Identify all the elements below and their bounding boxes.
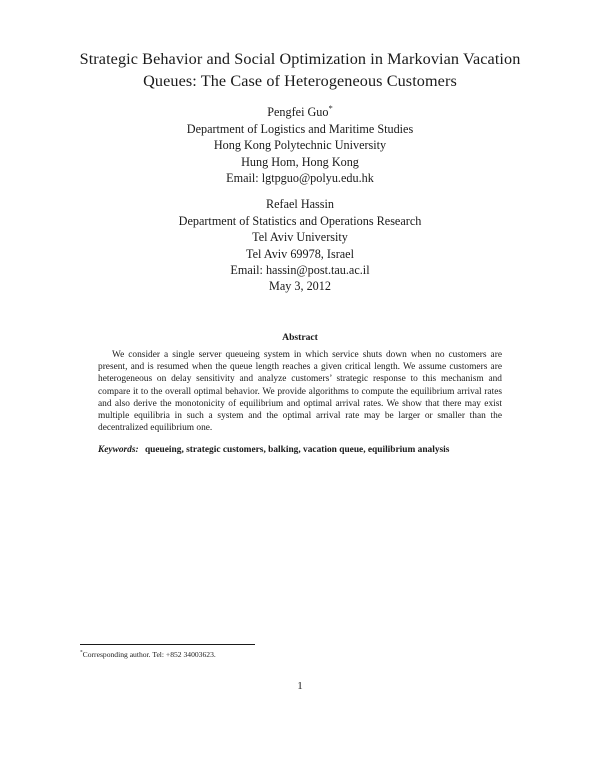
author-block-1 (100, 104, 500, 187)
footnote-marker: * (80, 649, 83, 656)
author-address: Tel Aviv 69978, Israel (246, 246, 354, 261)
title-line-1: Strategic Behavior and Social Optimization in Markovian Vacation (79, 50, 521, 68)
author-name: Refael Hassin (265, 197, 335, 211)
author-department: Department of Logistics and Maritime Studies (186, 121, 414, 136)
corresponding-author-marker: * (328, 102, 333, 113)
paper-date: May 3, 2012 (269, 279, 331, 293)
paper-title (60, 48, 540, 92)
page-number: 1 (297, 680, 303, 692)
title-line-2: Queues: The Case of Heterogeneous Customers (143, 72, 457, 90)
author-institution: Tel Aviv University (252, 230, 348, 244)
author-email: Email: lgtpguo@polyu.edu.hk (226, 171, 374, 185)
author-block-2 (100, 196, 500, 279)
abstract-heading: Abstract (282, 332, 318, 343)
abstract-body: We consider a single server queueing system in which service shuts down when no customers are present, and is resumed when the queue length reaches a given critical length. We assume customers are heterogeneous on delay sensitivity and analyze customers’ strategic response to this mechanism and compare it to the overall optimal behavior. We provide algorithms to compute the equilibrium arrival rates and also derive the monotonicity of equilibrium and optimal arrival rates. We show that there may exist multiple equilibria in such a system and the optimal arrival rate may be larger or smaller than the decentralized equilibrium one. (98, 350, 502, 434)
footnote-divider (80, 644, 255, 645)
author-name: Pengfei Guo (267, 105, 329, 119)
keywords-text: queueing, strategic customers, balking, vacation queue, equilibrium analysis (144, 445, 450, 455)
author-name-line (100, 104, 500, 121)
keywords-block (98, 444, 502, 456)
keywords-label: Keywords: (98, 445, 139, 455)
author-email: Email: hassin@post.tau.ac.il (230, 263, 370, 277)
footnote (80, 650, 520, 659)
author-address: Hung Hom, Hong Kong (241, 154, 359, 169)
footnote-text: Corresponding author. Tel: +852 34003623. (82, 650, 216, 659)
author-institution: Hong Kong Polytechnic University (213, 138, 387, 152)
author-department: Department of Statistics and Operations Research (178, 213, 422, 228)
